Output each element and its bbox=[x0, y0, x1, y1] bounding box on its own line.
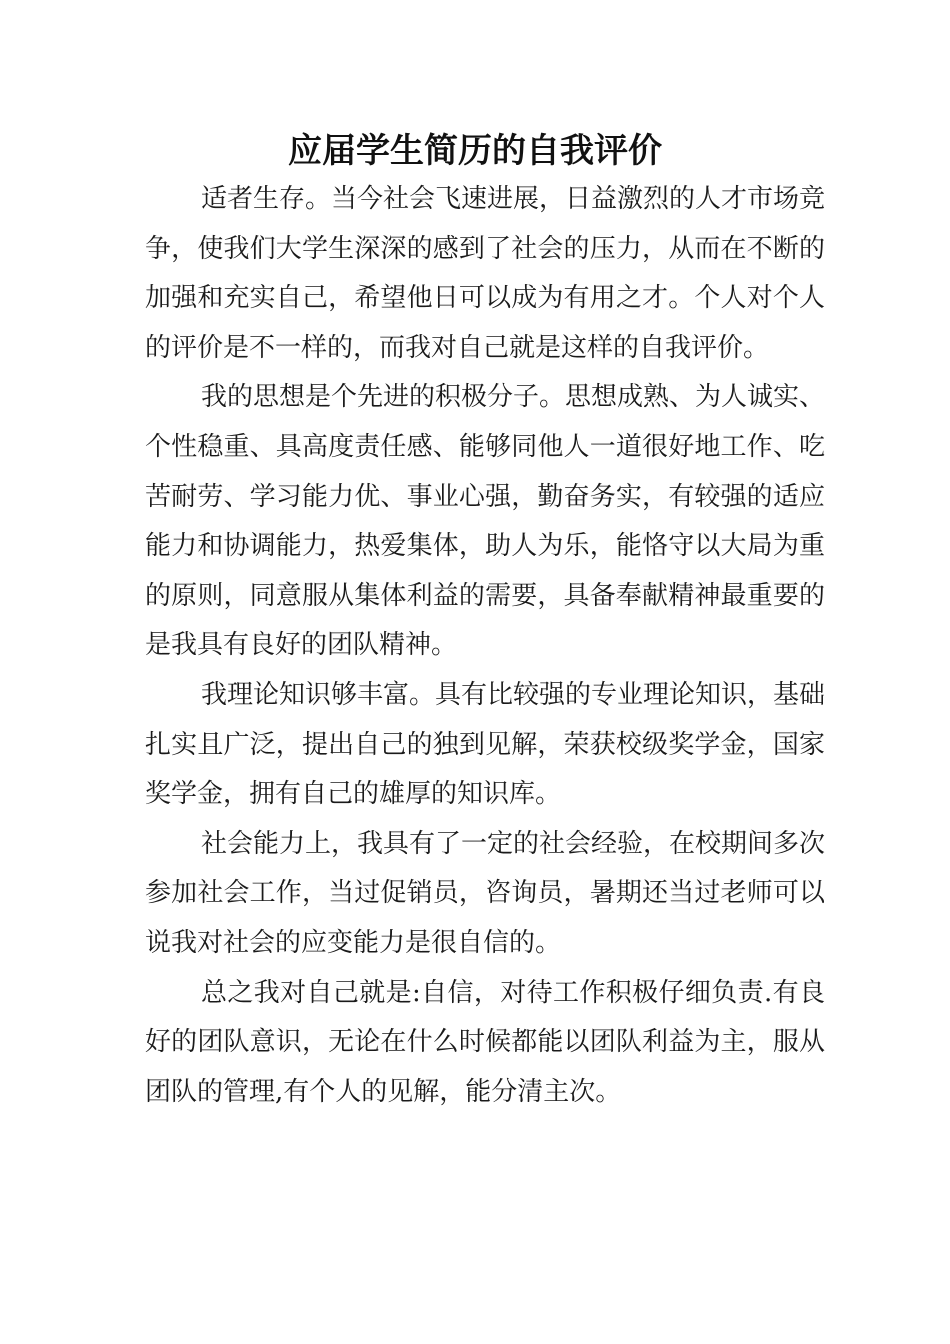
document-title: 应届学生简历的自我评价 bbox=[288, 131, 662, 171]
paragraph-1: 适者生存。当今社会飞速进展，日益激烈的人才市场竞争，使我们大学生深深的感到了社会的压力，从而在不断的加强和充实自己，希望他日可以成为有用之才。个人对个人的评价是不一样的，而我对自己就是这样的自我评价。 bbox=[145, 184, 826, 363]
paragraph-3: 我理论知识够丰富。具有比较强的专业理论知识，基础扎实且广泛，提出自己的独到见解，荣获校级奖学金，国家奖学金，拥有自己的雄厚的知识库。 bbox=[145, 679, 826, 810]
paragraph-5: 总之我对自己就是:自信，对待工作积极仔细负责.有良好的团队意识，无论在什么时候都能以团队利益为主，服从团队的管理,有个人的见解，能分清主次。 bbox=[145, 977, 825, 1107]
paragraph-2: 我的思想是个先进的积极分子。思想成熟、为人诚实、个性稳重、具高度责任感、能够同他人一道很好地工作、吃苦耐劳、学习能力优、事业心强，勤奋务实，有较强的适应能力和协调能力，热爱集体，助人为乐，能恪守以大局为重的原则，同意服从集体利益的需要，具备奉献精神最重要的是我具有良好的团队精神。 bbox=[145, 382, 826, 661]
paragraph-4: 社会能力上，我具有了一定的社会经验，在校期间多次参加社会工作，当过促销员，咨询员，暑期还当过老师可以说我对社会的应变能力是很自信的。 bbox=[145, 828, 826, 958]
document-body bbox=[145, 175, 825, 1117]
